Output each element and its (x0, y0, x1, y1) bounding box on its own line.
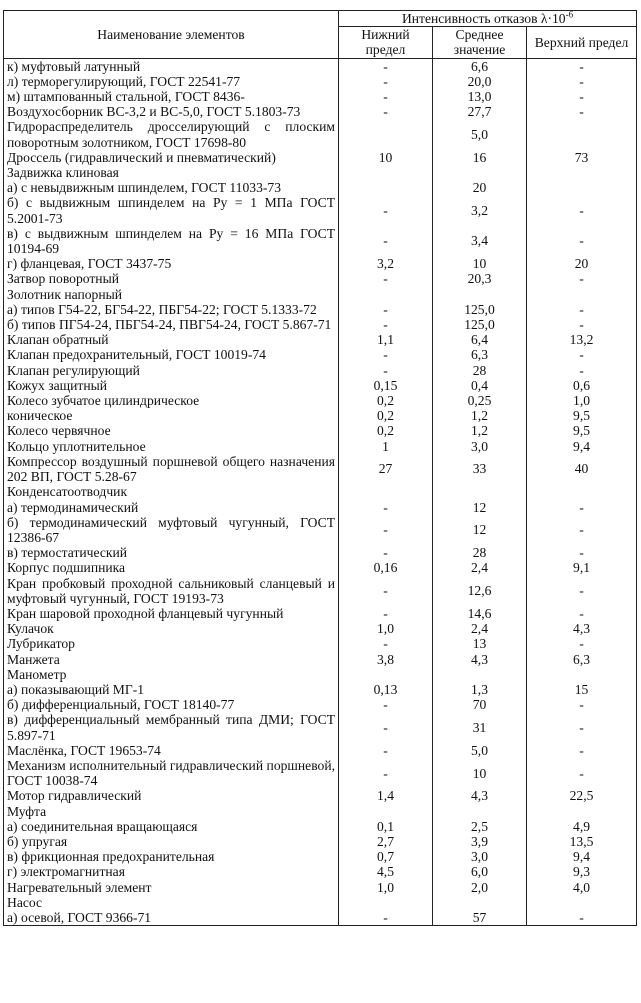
lower-limit-cell: 1,0 (339, 621, 433, 636)
column-header-group: Интенсивность отказов $\lambda\cdot 10^{-6}$ (339, 11, 637, 27)
table-row (4, 104, 637, 119)
mean-value-cell: 1,2 (433, 408, 527, 423)
upper-limit-cell: - (527, 271, 637, 286)
mean-value-cell: 70 (433, 697, 527, 712)
table-row (4, 393, 637, 408)
lower-limit-cell: 4,5 (339, 864, 433, 879)
mean-value-cell: 20,3 (433, 271, 527, 286)
table-row (4, 621, 637, 636)
upper-limit-cell (527, 119, 637, 149)
upper-limit-cell: - (527, 58, 637, 74)
mean-value-cell: 10 (433, 256, 527, 271)
mean-value-cell: 125,0 (433, 302, 527, 317)
lower-limit-cell: - (339, 302, 433, 317)
element-name-cell: б) дифференциальный, ГОСТ 18140-77 (4, 697, 339, 712)
mean-value-cell: 4,3 (433, 652, 527, 667)
element-name-cell: б) с выдвижным шпинделем на Py = 1 МПа ГОСТ 5.2001-73 (4, 195, 339, 225)
table-row (4, 652, 637, 667)
upper-limit-cell: - (527, 195, 637, 225)
lower-limit-cell: 27 (339, 454, 433, 484)
mean-value-cell: 12 (433, 500, 527, 515)
element-name-cell: Задвижка клиновая (4, 165, 339, 180)
mean-value-cell (433, 667, 527, 682)
element-name-cell: Гидрораспределитель дросселирующий с плоским поворотным золотником, ГОСТ 17698-80 (4, 119, 339, 149)
element-name-cell: б) типов ПГ54-24, ПБГ54-24, ПВГ54-24, ГОСТ 5.867-71 (4, 317, 339, 332)
mean-value-cell: 3,9 (433, 834, 527, 849)
element-name-cell: Конденсатоотводчик (4, 484, 339, 499)
element-name-cell: Кран пробковый проходной сальниковый сланцевый и муфтовый чугунный, ГОСТ 19193-73 (4, 576, 339, 606)
element-name-cell: в) дифференциальный мембранный типа ДМИ; ГОСТ 5.897-71 (4, 712, 339, 742)
mean-value-cell: 125,0 (433, 317, 527, 332)
element-name-cell: а) осевой, ГОСТ 9366-71 (4, 910, 339, 926)
mean-value-cell: 3,0 (433, 849, 527, 864)
table-row (4, 788, 637, 803)
upper-limit-cell: 9,5 (527, 408, 637, 423)
upper-limit-cell: - (527, 317, 637, 332)
upper-limit-cell: - (527, 89, 637, 104)
table-row (4, 226, 637, 256)
lower-limit-cell: - (339, 545, 433, 560)
lower-limit-cell (339, 180, 433, 195)
element-name-cell: к) муфтовый латунный (4, 58, 339, 74)
upper-limit-cell: 0,6 (527, 378, 637, 393)
upper-limit-cell: 13,5 (527, 834, 637, 849)
element-name-cell: Муфта (4, 804, 339, 819)
mean-value-cell: 13 (433, 636, 527, 651)
upper-limit-cell: 15 (527, 682, 637, 697)
upper-limit-cell: - (527, 74, 637, 89)
upper-limit-cell: 20 (527, 256, 637, 271)
mean-value-cell: 2,0 (433, 880, 527, 895)
mean-value-cell: 57 (433, 910, 527, 926)
lower-limit-cell: - (339, 697, 433, 712)
table-row (4, 636, 637, 651)
mean-value-cell: 28 (433, 363, 527, 378)
lower-limit-cell: - (339, 74, 433, 89)
table-row (4, 195, 637, 225)
lower-limit-cell: - (339, 758, 433, 788)
upper-limit-cell: 13,2 (527, 332, 637, 347)
mean-value-cell (433, 804, 527, 819)
upper-limit-cell: - (527, 500, 637, 515)
element-name-cell: Кран шаровой проходной фланцевый чугунный (4, 606, 339, 621)
upper-limit-cell: 9,1 (527, 560, 637, 575)
mean-value-cell: 13,0 (433, 89, 527, 104)
mean-value-cell: 10 (433, 758, 527, 788)
upper-limit-cell: - (527, 712, 637, 742)
mean-value-cell (433, 287, 527, 302)
table-row (4, 545, 637, 560)
table-row (4, 864, 637, 879)
mean-value-cell: 6,0 (433, 864, 527, 879)
table-row (4, 454, 637, 484)
element-name-cell: а) типов Г54-22, БГ54-22, ПБГ54-22; ГОСТ 5.1333-72 (4, 302, 339, 317)
upper-limit-cell: - (527, 576, 637, 606)
table-row (4, 363, 637, 378)
lower-limit-cell: - (339, 576, 433, 606)
lower-limit-cell: 0,2 (339, 408, 433, 423)
lower-limit-cell: 0,2 (339, 393, 433, 408)
table-row (4, 500, 637, 515)
lower-limit-cell: - (339, 636, 433, 651)
upper-limit-cell (527, 165, 637, 180)
table-body (4, 58, 637, 926)
table-row (4, 712, 637, 742)
lower-limit-cell: 10 (339, 150, 433, 165)
table-row (4, 378, 637, 393)
table-row (4, 697, 637, 712)
mean-value-cell: 3,0 (433, 439, 527, 454)
upper-limit-cell: - (527, 347, 637, 362)
lower-limit-cell: 1,4 (339, 788, 433, 803)
element-name-cell: в) термостатический (4, 545, 339, 560)
upper-limit-cell (527, 667, 637, 682)
mean-value-cell: 6,6 (433, 58, 527, 74)
element-name-cell: б) термодинамический муфтовый чугунный, ГОСТ 12386-67 (4, 515, 339, 545)
table-row (4, 834, 637, 849)
table-row (4, 804, 637, 819)
element-name-cell: Колесо зубчатое цилиндрическое (4, 393, 339, 408)
table-row (4, 423, 637, 438)
element-name-cell: Корпус подшипника (4, 560, 339, 575)
upper-limit-cell: 22,5 (527, 788, 637, 803)
lower-limit-cell (339, 119, 433, 149)
table-row (4, 58, 637, 74)
upper-limit-cell: 73 (527, 150, 637, 165)
upper-limit-cell (527, 895, 637, 910)
element-name-cell: Колесо червячное (4, 423, 339, 438)
header-row-group (4, 11, 637, 27)
mean-value-cell: 5,0 (433, 119, 527, 149)
table-row (4, 271, 637, 286)
lower-limit-cell (339, 895, 433, 910)
lower-limit-cell: - (339, 226, 433, 256)
mean-value-cell: 3,4 (433, 226, 527, 256)
lower-limit-cell: 1,1 (339, 332, 433, 347)
lower-limit-cell: - (339, 317, 433, 332)
table-row (4, 302, 637, 317)
element-name-cell: Дроссель (гидравлический и пневматический) (4, 150, 339, 165)
lower-limit-cell (339, 484, 433, 499)
upper-limit-cell: - (527, 363, 637, 378)
upper-limit-cell: - (527, 743, 637, 758)
column-header-upper: Верхний предел (527, 27, 637, 58)
element-name-cell: Компрессор воздушный поршневой общего назначения 202 ВП, ГОСТ 5.28-67 (4, 454, 339, 484)
lower-limit-cell: - (339, 515, 433, 545)
upper-limit-cell: - (527, 758, 637, 788)
upper-limit-cell: 9,4 (527, 439, 637, 454)
upper-limit-cell (527, 287, 637, 302)
mean-value-cell: 3,2 (433, 195, 527, 225)
element-name-cell: Клапан предохранительный, ГОСТ 10019-74 (4, 347, 339, 362)
table-row (4, 758, 637, 788)
mean-value-cell: 16 (433, 150, 527, 165)
column-header-mean: Среднее значение (433, 27, 527, 58)
element-name-cell: а) соединительная вращающаяся (4, 819, 339, 834)
mean-value-cell: 20,0 (433, 74, 527, 89)
table-row (4, 347, 637, 362)
table-row (4, 74, 637, 89)
mean-value-cell: 2,4 (433, 560, 527, 575)
upper-limit-cell: - (527, 697, 637, 712)
element-name-cell: г) фланцевая, ГОСТ 3437-75 (4, 256, 339, 271)
table-row (4, 576, 637, 606)
column-header-lower: Нижний предел (339, 27, 433, 58)
element-name-cell: Механизм исполнительный гидравлический поршневой, ГОСТ 10038-74 (4, 758, 339, 788)
table-row (4, 439, 637, 454)
mean-value-cell (433, 895, 527, 910)
element-name-cell: Кольцо уплотнительное (4, 439, 339, 454)
upper-limit-cell: - (527, 104, 637, 119)
table-row (4, 849, 637, 864)
mean-value-cell: 31 (433, 712, 527, 742)
table-row (4, 256, 637, 271)
table-row (4, 89, 637, 104)
mean-value-cell: 4,3 (433, 788, 527, 803)
lower-limit-cell: 3,2 (339, 256, 433, 271)
failure-rate-table (3, 10, 637, 926)
element-name-cell: Затвор поворотный (4, 271, 339, 286)
upper-limit-cell: 9,5 (527, 423, 637, 438)
element-name-cell: в) фрикционная предохранительная (4, 849, 339, 864)
lower-limit-cell: 0,16 (339, 560, 433, 575)
lower-limit-cell (339, 165, 433, 180)
upper-limit-cell: 4,0 (527, 880, 637, 895)
lower-limit-cell: - (339, 195, 433, 225)
lower-limit-cell (339, 667, 433, 682)
lower-limit-cell: 0,2 (339, 423, 433, 438)
element-name-cell: л) терморегулирующий, ГОСТ 22541-77 (4, 74, 339, 89)
element-name-cell: Манжета (4, 652, 339, 667)
element-name-cell: Воздухосборник ВС-3,2 и ВС-5,0, ГОСТ 5.1803-73 (4, 104, 339, 119)
upper-limit-cell: - (527, 302, 637, 317)
table-row (4, 910, 637, 926)
lower-limit-cell (339, 287, 433, 302)
table-row (4, 667, 637, 682)
element-name-cell: Клапан регулирующий (4, 363, 339, 378)
lower-limit-cell: 0,1 (339, 819, 433, 834)
lower-limit-cell: - (339, 271, 433, 286)
element-name-cell: а) с невыдвижным шпинделем, ГОСТ 11033-73 (4, 180, 339, 195)
lower-limit-cell (339, 804, 433, 819)
table-row (4, 515, 637, 545)
lower-limit-cell: 0,7 (339, 849, 433, 864)
element-name-cell: Насос (4, 895, 339, 910)
lower-limit-cell: 3,8 (339, 652, 433, 667)
lower-limit-cell: 2,7 (339, 834, 433, 849)
upper-limit-cell: - (527, 636, 637, 651)
upper-limit-cell (527, 484, 637, 499)
element-name-cell: Клапан обратный (4, 332, 339, 347)
mean-value-cell: 0,25 (433, 393, 527, 408)
upper-limit-cell: 40 (527, 454, 637, 484)
element-name-cell: Мотор гидравлический (4, 788, 339, 803)
mean-value-cell: 6,4 (433, 332, 527, 347)
table-row (4, 317, 637, 332)
table-row (4, 119, 637, 149)
element-name-cell: Лубрикатор (4, 636, 339, 651)
lower-limit-cell: - (339, 500, 433, 515)
lower-limit-cell: - (339, 910, 433, 926)
element-name-cell: в) с выдвижным шпинделем на Py = 16 МПа ГОСТ 10194-69 (4, 226, 339, 256)
upper-limit-cell: 9,4 (527, 849, 637, 864)
lower-limit-cell: - (339, 606, 433, 621)
upper-limit-cell: - (527, 515, 637, 545)
element-name-cell: г) электромагнитная (4, 864, 339, 879)
element-name-cell: Нагревательный элемент (4, 880, 339, 895)
mean-value-cell: 12,6 (433, 576, 527, 606)
lower-limit-cell: 0,13 (339, 682, 433, 697)
upper-limit-cell: - (527, 910, 637, 926)
lower-limit-cell: - (339, 104, 433, 119)
element-name-cell: б) упругая (4, 834, 339, 849)
table-row (4, 332, 637, 347)
mean-value-cell: 0,4 (433, 378, 527, 393)
element-name-cell: Кожух защитный (4, 378, 339, 393)
upper-limit-cell: 1,0 (527, 393, 637, 408)
lower-limit-cell: 1 (339, 439, 433, 454)
lower-limit-cell: 1,0 (339, 880, 433, 895)
upper-limit-cell: - (527, 606, 637, 621)
mean-value-cell: 2,5 (433, 819, 527, 834)
element-name-cell: Манометр (4, 667, 339, 682)
lower-limit-cell: - (339, 347, 433, 362)
upper-limit-cell: 9,3 (527, 864, 637, 879)
mean-value-cell: 33 (433, 454, 527, 484)
table-row (4, 682, 637, 697)
upper-limit-cell: 4,9 (527, 819, 637, 834)
mean-value-cell (433, 165, 527, 180)
element-name-cell: а) показывающий МГ-1 (4, 682, 339, 697)
mean-value-cell: 2,4 (433, 621, 527, 636)
mean-value-cell: 27,7 (433, 104, 527, 119)
table-row (4, 180, 637, 195)
lower-limit-cell: - (339, 58, 433, 74)
mean-value-cell: 6,3 (433, 347, 527, 362)
lower-limit-cell: - (339, 363, 433, 378)
lower-limit-cell: - (339, 89, 433, 104)
table-row (4, 484, 637, 499)
table-row (4, 743, 637, 758)
element-name-cell: коническое (4, 408, 339, 423)
table-row (4, 606, 637, 621)
element-name-cell: м) штампованный стальной, ГОСТ 8436- (4, 89, 339, 104)
column-header-name: Наименование элементов (4, 11, 339, 59)
element-name-cell: Маслёнка, ГОСТ 19653-74 (4, 743, 339, 758)
table-row (4, 560, 637, 575)
upper-limit-cell: 4,3 (527, 621, 637, 636)
table-row (4, 165, 637, 180)
element-name-cell: Кулачок (4, 621, 339, 636)
table-row (4, 819, 637, 834)
mean-value-cell: 5,0 (433, 743, 527, 758)
element-name-cell: Золотник напорный (4, 287, 339, 302)
upper-limit-cell: - (527, 545, 637, 560)
mean-value-cell: 14,6 (433, 606, 527, 621)
lower-limit-cell: - (339, 743, 433, 758)
mean-value-cell: 28 (433, 545, 527, 560)
mean-value-cell: 1,2 (433, 423, 527, 438)
element-name-cell: а) термодинамический (4, 500, 339, 515)
upper-limit-cell: - (527, 226, 637, 256)
mean-value-cell: 1,3 (433, 682, 527, 697)
exponent: -6 (565, 9, 574, 20)
table-row (4, 287, 637, 302)
table-row (4, 880, 637, 895)
table-row (4, 408, 637, 423)
table-row (4, 150, 637, 165)
lower-limit-cell: 0,15 (339, 378, 433, 393)
mean-value-cell: 20 (433, 180, 527, 195)
mean-value-cell: 12 (433, 515, 527, 545)
table-row (4, 895, 637, 910)
upper-limit-cell (527, 180, 637, 195)
lower-limit-cell: - (339, 712, 433, 742)
mean-value-cell (433, 484, 527, 499)
upper-limit-cell: 6,3 (527, 652, 637, 667)
upper-limit-cell (527, 804, 637, 819)
